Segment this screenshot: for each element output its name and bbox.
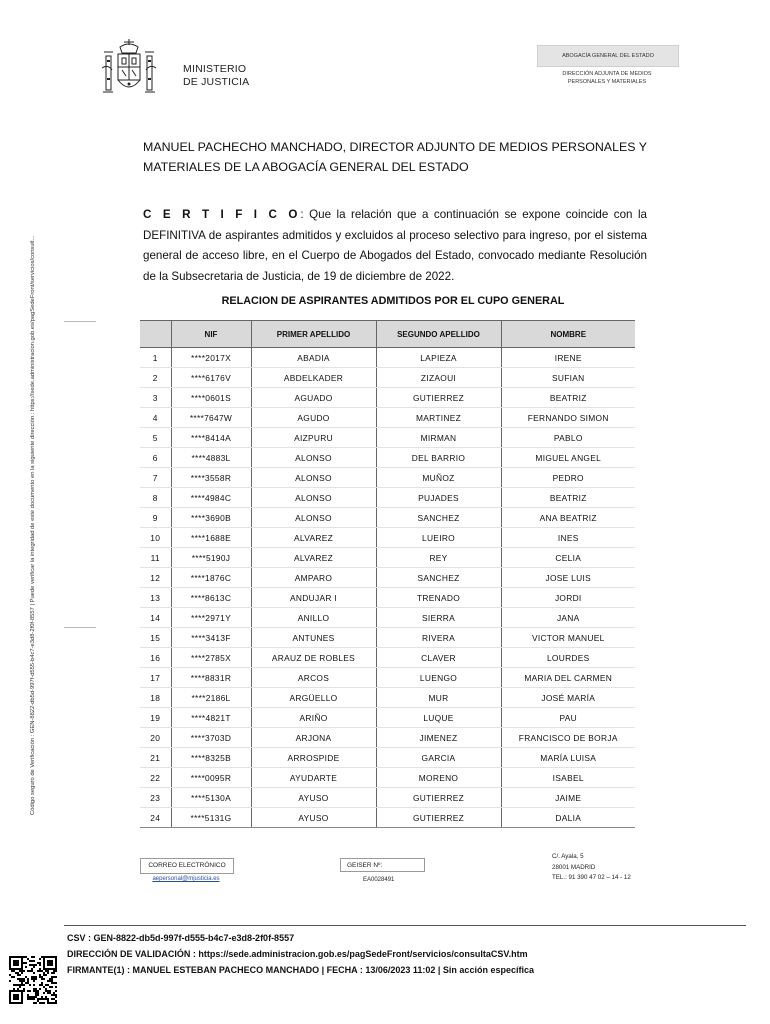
row-name: IRENE: [501, 348, 635, 368]
table-row: [140, 728, 635, 748]
table-row: [140, 488, 635, 508]
row-second-surname: REY: [376, 548, 501, 568]
row-first-surname: ANILLO: [251, 608, 376, 628]
row-name: MARIA DEL CARMEN: [501, 668, 635, 688]
row-first-surname: AMPARO: [251, 568, 376, 588]
row-index: 1: [140, 348, 171, 368]
row-second-surname: RIVERA: [376, 628, 501, 648]
row-index: 6: [140, 448, 171, 468]
row-second-surname: GUTIERREZ: [376, 788, 501, 808]
row-index: 8: [140, 488, 171, 508]
row-second-surname: DEL BARRIO: [376, 448, 501, 468]
row-first-surname: ANTUNES: [251, 628, 376, 648]
address-street: C/. Ayala, 5: [552, 853, 584, 860]
signer-info: FIRMANTE(1) : MANUEL ESTEBAN PACHECO MANCHADO | FECHA : 13/06/2023 11:02 | Sin acción específica: [67, 965, 534, 975]
row-nif: ****8414A: [171, 428, 251, 448]
row-first-surname: AGUADO: [251, 388, 376, 408]
row-second-surname: LUEIRO: [376, 528, 501, 548]
row-nif: ****2971Y: [171, 608, 251, 628]
header-name: NOMBRE: [501, 321, 635, 348]
table-title: RELACION DE ASPIRANTES ADMITIDOS POR EL CUPO GENERAL: [221, 295, 565, 307]
row-first-surname: AYUDARTE: [251, 768, 376, 788]
side-divider: [64, 321, 96, 322]
signature-block: [67, 930, 534, 978]
row-index: 9: [140, 508, 171, 528]
applicants-table: [140, 320, 635, 828]
row-nif: ****2785X: [171, 648, 251, 668]
row-nif: ****8831R: [171, 668, 251, 688]
row-first-surname: AYUSO: [251, 788, 376, 808]
row-nif: ****1876C: [171, 568, 251, 588]
table-row: [140, 388, 635, 408]
row-index: 13: [140, 588, 171, 608]
row-index: 10: [140, 528, 171, 548]
row-first-surname: ARCOS: [251, 668, 376, 688]
row-first-surname: AIZPURU: [251, 428, 376, 448]
row-second-surname: CLAVER: [376, 648, 501, 668]
row-second-surname: LUQUE: [376, 708, 501, 728]
row-name: BEATRIZ: [501, 488, 635, 508]
row-name: JANA: [501, 608, 635, 628]
certification-paragraph: [143, 205, 647, 287]
table-row: [140, 588, 635, 608]
row-nif: ****3703D: [171, 728, 251, 748]
document-heading: MANUEL PACHECHO MANCHADO, DIRECTOR ADJUNTO DE MEDIOS PERSONALES Y MATERIALES DE LA ABOGACÍA GENERAL DEL ESTADO: [143, 140, 647, 174]
row-nif: ****1688E: [171, 528, 251, 548]
row-name: JOSE LUIS: [501, 568, 635, 588]
row-nif: ****3413F: [171, 628, 251, 648]
row-nif: ****4984C: [171, 488, 251, 508]
row-second-surname: LUENGO: [376, 668, 501, 688]
direccion-adjunta: [537, 70, 677, 86]
table-row: [140, 348, 635, 368]
table-row: [140, 708, 635, 728]
row-first-surname: ABDELKADER: [251, 368, 376, 388]
row-name: ISABEL: [501, 768, 635, 788]
row-first-surname: ABADIA: [251, 348, 376, 368]
table-row: [140, 768, 635, 788]
row-index: 17: [140, 668, 171, 688]
row-nif: ****2017X: [171, 348, 251, 368]
table-row: [140, 788, 635, 808]
row-first-surname: ARROSPIDE: [251, 748, 376, 768]
row-name: ANA BEATRIZ: [501, 508, 635, 528]
row-nif: ****2186L: [171, 688, 251, 708]
header-second-surname: SEGUNDO APELLIDO: [376, 321, 501, 348]
table-row: [140, 428, 635, 448]
row-nif: ****4883L: [171, 448, 251, 468]
address-city: 28001 MADRID: [552, 863, 596, 871]
row-name: SUFIAN: [501, 368, 635, 388]
footer-divider: [64, 925, 746, 926]
side-divider: [64, 627, 96, 628]
row-name: PAU: [501, 708, 635, 728]
row-index: 23: [140, 788, 171, 808]
table-row: [140, 748, 635, 768]
table-row: [140, 628, 635, 648]
coat-of-arms-logo: [98, 38, 160, 104]
row-second-surname: MUÑOZ: [376, 468, 501, 488]
row-first-surname: ALONSO: [251, 468, 376, 488]
row-nif: ****8325B: [171, 748, 251, 768]
row-index: 16: [140, 648, 171, 668]
row-second-surname: MIRMAN: [376, 428, 501, 448]
row-first-surname: ARIÑO: [251, 708, 376, 728]
ministry-line-2: DE JUSTICIA: [183, 76, 250, 88]
table-row: [140, 508, 635, 528]
row-name: JOSÉ MARÍA: [501, 688, 635, 708]
row-second-surname: SANCHEZ: [376, 568, 501, 588]
row-name: PABLO: [501, 428, 635, 448]
row-second-surname: MORENO: [376, 768, 501, 788]
row-name: FERNANDO SIMON: [501, 408, 635, 428]
row-index: 22: [140, 768, 171, 788]
row-index: 19: [140, 708, 171, 728]
table-row: [140, 368, 635, 388]
row-second-surname: TRENADO: [376, 588, 501, 608]
row-first-surname: AYUSO: [251, 808, 376, 828]
email-link[interactable]: aepersonal@mjusticia.es: [152, 876, 220, 882]
row-name: JORDI: [501, 588, 635, 608]
row-nif: ****7647W: [171, 408, 251, 428]
row-index: 7: [140, 468, 171, 488]
row-index: 15: [140, 628, 171, 648]
row-nif: ****5190J: [171, 548, 251, 568]
row-name: LOURDES: [501, 648, 635, 668]
row-first-surname: ANDUJAR I: [251, 588, 376, 608]
row-name: VICTOR MANUEL: [501, 628, 635, 648]
row-name: MIGUEL ANGEL: [501, 448, 635, 468]
row-index: 4: [140, 408, 171, 428]
row-second-surname: MUR: [376, 688, 501, 708]
row-index: 12: [140, 568, 171, 588]
row-name: INES: [501, 528, 635, 548]
row-index: 14: [140, 608, 171, 628]
abogacia-box: ABOGACÍA GENERAL DEL ESTADO: [537, 45, 679, 67]
row-first-surname: ARGÜELLO: [251, 688, 376, 708]
row-first-surname: ARAUZ DE ROBLES: [251, 648, 376, 668]
certification-text: : Que la relación que a continuación se expone coincide con la DEFINITIVA de aspirantes admitidos y excluidos al proceso selectivo para ingreso, por el sistema general de acceso libre, en el Cuerpo de Abogados del Estado, convocado mediante Resolución de la Subsecretaria de Justicia, de 19 de diciembre de 2022.: [143, 208, 647, 283]
certifico-word: C E R T I F I C O: [143, 208, 301, 221]
row-first-surname: ARJONA: [251, 728, 376, 748]
row-nif: ****5130A: [171, 788, 251, 808]
ministry-line-1: MINISTERIO: [183, 63, 247, 75]
header-first-surname: PRIMER APELLIDO: [251, 321, 376, 348]
table-row: [140, 448, 635, 468]
qr-code-icon: [9, 956, 57, 1004]
direccion-line-1: DIRECCIÓN ADJUNTA DE MEDIOS: [562, 71, 652, 77]
row-second-surname: GARCIA: [376, 748, 501, 768]
row-index: 24: [140, 808, 171, 828]
table-row: [140, 408, 635, 428]
row-name: JAIME: [501, 788, 635, 808]
table-row: [140, 608, 635, 628]
row-name: FRANCISCO DE BORJA: [501, 728, 635, 748]
row-first-surname: ALVAREZ: [251, 548, 376, 568]
row-second-surname: SANCHEZ: [376, 508, 501, 528]
ministry-name: [183, 63, 249, 89]
table-row: [140, 688, 635, 708]
row-second-surname: MARTINEZ: [376, 408, 501, 428]
header-nif: NIF: [171, 321, 251, 348]
table-row: [140, 528, 635, 548]
verification-side-text: Código seguro de Verificación : GEN-8822-db5d-997f-d555-b4c7-e3d8-2f0f-8557 | Puede verificar la integridad de este documento en la siguiente dirección : https://sede.administracion.gob.es/pagSedeFront/servicios/consult...: [30, 235, 36, 815]
row-nif: ****8613C: [171, 588, 251, 608]
csv-code: CSV : GEN-8822-db5d-997f-d555-b4c7-e3d8-2f0f-8557: [67, 933, 295, 943]
row-index: 2: [140, 368, 171, 388]
address-block: [552, 852, 631, 884]
geiser-number: EA0028491: [363, 877, 395, 883]
row-name: MARÍA LUISA: [501, 748, 635, 768]
table-row: [140, 568, 635, 588]
header-index: [140, 321, 171, 348]
table-row: [140, 808, 635, 828]
row-first-surname: ALONSO: [251, 448, 376, 468]
row-nif: ****3690B: [171, 508, 251, 528]
row-name: DALIA: [501, 808, 635, 828]
direccion-line-2: PERSONALES Y MATERIALES: [567, 79, 647, 85]
row-name: BEATRIZ: [501, 388, 635, 408]
row-second-surname: LAPIEZA: [376, 348, 501, 368]
row-first-surname: ALONSO: [251, 488, 376, 508]
row-first-surname: ALONSO: [251, 508, 376, 528]
row-index: 3: [140, 388, 171, 408]
validation-url: DIRECCIÓN DE VALIDACIÓN : https://sede.administracion.gob.es/pagSedeFront/servicios/consultaCSV.htm: [67, 949, 528, 959]
row-nif: ****0601S: [171, 388, 251, 408]
geiser-label-box: GEISER Nº:: [340, 858, 425, 872]
row-index: 20: [140, 728, 171, 748]
row-second-surname: JIMENEZ: [376, 728, 501, 748]
row-first-surname: ALVAREZ: [251, 528, 376, 548]
row-nif: ****6176V: [171, 368, 251, 388]
row-second-surname: SIERRA: [376, 608, 501, 628]
email-label-box: CORREO ELECTRÓNICO: [140, 858, 234, 874]
row-index: 18: [140, 688, 171, 708]
row-index: 5: [140, 428, 171, 448]
row-name: PEDRO: [501, 468, 635, 488]
row-name: CELIA: [501, 548, 635, 568]
row-second-surname: GUTIERREZ: [376, 808, 501, 828]
row-index: 11: [140, 548, 171, 568]
row-nif: ****4821T: [171, 708, 251, 728]
table-row: [140, 648, 635, 668]
row-index: 21: [140, 748, 171, 768]
table-row: [140, 468, 635, 488]
row-nif: ****0095R: [171, 768, 251, 788]
table-row: [140, 548, 635, 568]
table-header-row: [140, 321, 635, 348]
row-second-surname: GUTIERREZ: [376, 388, 501, 408]
row-first-surname: AGUDO: [251, 408, 376, 428]
row-nif: ****5131G: [171, 808, 251, 828]
row-nif: ****3558R: [171, 468, 251, 488]
row-second-surname: ZIZAOUI: [376, 368, 501, 388]
table-row: [140, 668, 635, 688]
address-phone: TEL.: 91 390 47 02 – 14 - 12: [552, 874, 631, 881]
row-second-surname: PUJADES: [376, 488, 501, 508]
